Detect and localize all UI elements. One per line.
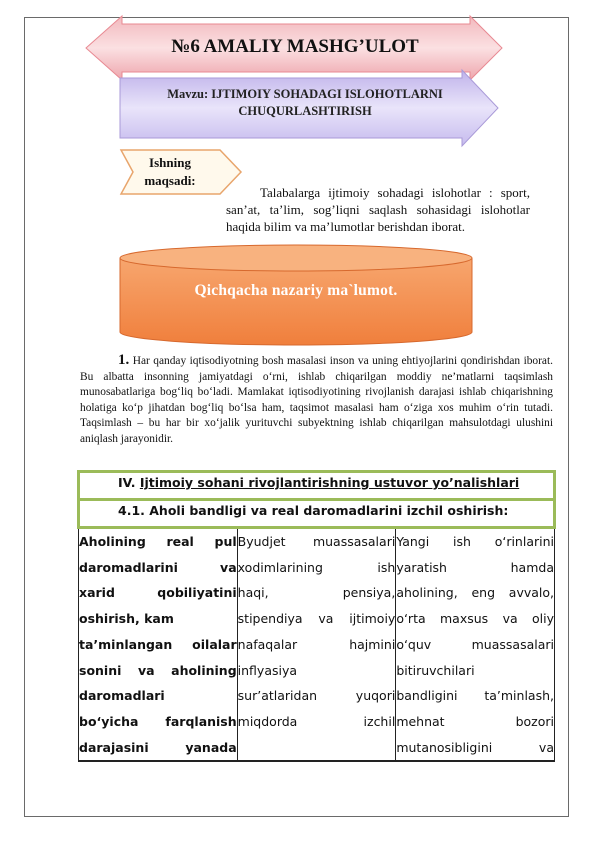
cell-line: ta’minlangan oilalar: [79, 636, 237, 652]
section-title: Ijtimoiy sohani rivojlantirishning ustuvor yo’nalishlari: [139, 475, 520, 490]
table-cell-col2: [237, 528, 396, 762]
reforms-table: [77, 470, 556, 762]
table-cell-col3: [396, 528, 555, 762]
cell-line: daromadlari: [79, 688, 165, 704]
cell-line: sur’atlaridan yuqori: [237, 688, 396, 704]
cell-line: Yangi ish o‘rinlarini: [396, 534, 554, 549]
topic-line-2: CHUQURLASHTIRISH: [238, 104, 372, 118]
theory-heading: Qichqacha nazariy ma`lumot.: [194, 282, 398, 299]
cell-line: Byudjet muassasalari: [237, 534, 396, 549]
table-subsection-cell: 4.1. Aholi bandligi va real daromadlarini izchil oshirish:: [79, 500, 555, 528]
goal-label: [122, 154, 218, 190]
body-paragraph: [80, 353, 553, 448]
cell-line: stipendiya va ijtimoiy: [237, 611, 396, 627]
cell-line: darajasini yanada: [79, 739, 237, 755]
table-section-row: [79, 472, 555, 500]
cell-line: nafaqalar hajmini: [237, 636, 396, 652]
goal-label-line-1: Ishning: [149, 155, 191, 170]
goal-text: Talabalarga ijtimoiy sohadagi islohotlar : sport, san’at, ta’lim, sog’liqni saqlash sohasidagi islohotlar haqida bilim va ma’lumotlar berishdan iborat.: [226, 185, 530, 234]
table-row: [79, 528, 555, 762]
goal-label-line-2: maqsadi:: [144, 173, 196, 188]
table-cell-col1: [79, 528, 238, 762]
cell-line: oshirish, kam: [79, 611, 174, 627]
topic-line-1: Mavzu: IJTIMOIY SOHADAGI ISLOHOTLARNI: [167, 87, 443, 101]
cell-line: bo‘yicha farqlanish: [79, 713, 237, 729]
cell-line: haqi, pensiya,: [237, 585, 396, 601]
paragraph-number: 1.: [118, 352, 130, 368]
cell-line: mutanosibligini va: [396, 739, 554, 755]
cell-line: o‘rta maxsus va oliy: [396, 611, 554, 627]
cell-line: xodimlarining ish: [237, 559, 396, 575]
cell-line: xarid qobiliyatini: [79, 585, 237, 601]
cell-line: bitiruvchilari: [396, 662, 475, 678]
cell-line: miqdorda izchil: [237, 713, 396, 729]
cell-line: o‘quv muassasalari: [396, 636, 554, 652]
table-subsection-row: [79, 500, 555, 528]
cell-line: daromadlarini va: [79, 559, 237, 575]
lesson-topic: [130, 86, 480, 120]
section-prefix: IV.: [118, 475, 140, 490]
lesson-title: №6 AMALIY MASHG’ULOT: [171, 36, 419, 57]
cell-line: yaratish hamda: [396, 559, 554, 575]
table-section-cell: [79, 472, 555, 500]
cell-line: mehnat bozori: [396, 713, 554, 729]
cell-line: Aholining real pul: [79, 534, 237, 549]
cell-line: inflyasiya: [237, 662, 298, 678]
cell-line: aholining, eng avvalo,: [396, 585, 554, 601]
cell-line: bandligini ta’minlash,: [396, 688, 554, 704]
paragraph-text: Har qanday iqtisodiyotning bosh masalasi inson va uning ehtiyojlarini qondirishdan iborat. Bu albatta insonning jamiyatdagi o‘rni, ishlab chiqarilgan moddiy ne’matlarni taqsimlash munosabatlariga bog‘liq bo‘ladi. Mamlakat iqtisodiyotining rivojlanish darajasi ishlab chiqarishning holatiga ko‘p jihatdan bog‘liq bo‘lsa ham, taqsimot masalasi ham o‘ziga xos muhim o‘rin tutadi. Taqsimlash – bu har bir xo‘jalik yurituvchi subyektning ishlab chiqarilgan mahsulotdagi ulushini aniqlash jarayonidir.: [80, 355, 553, 445]
cell-line: sonini va aholining: [79, 662, 237, 678]
